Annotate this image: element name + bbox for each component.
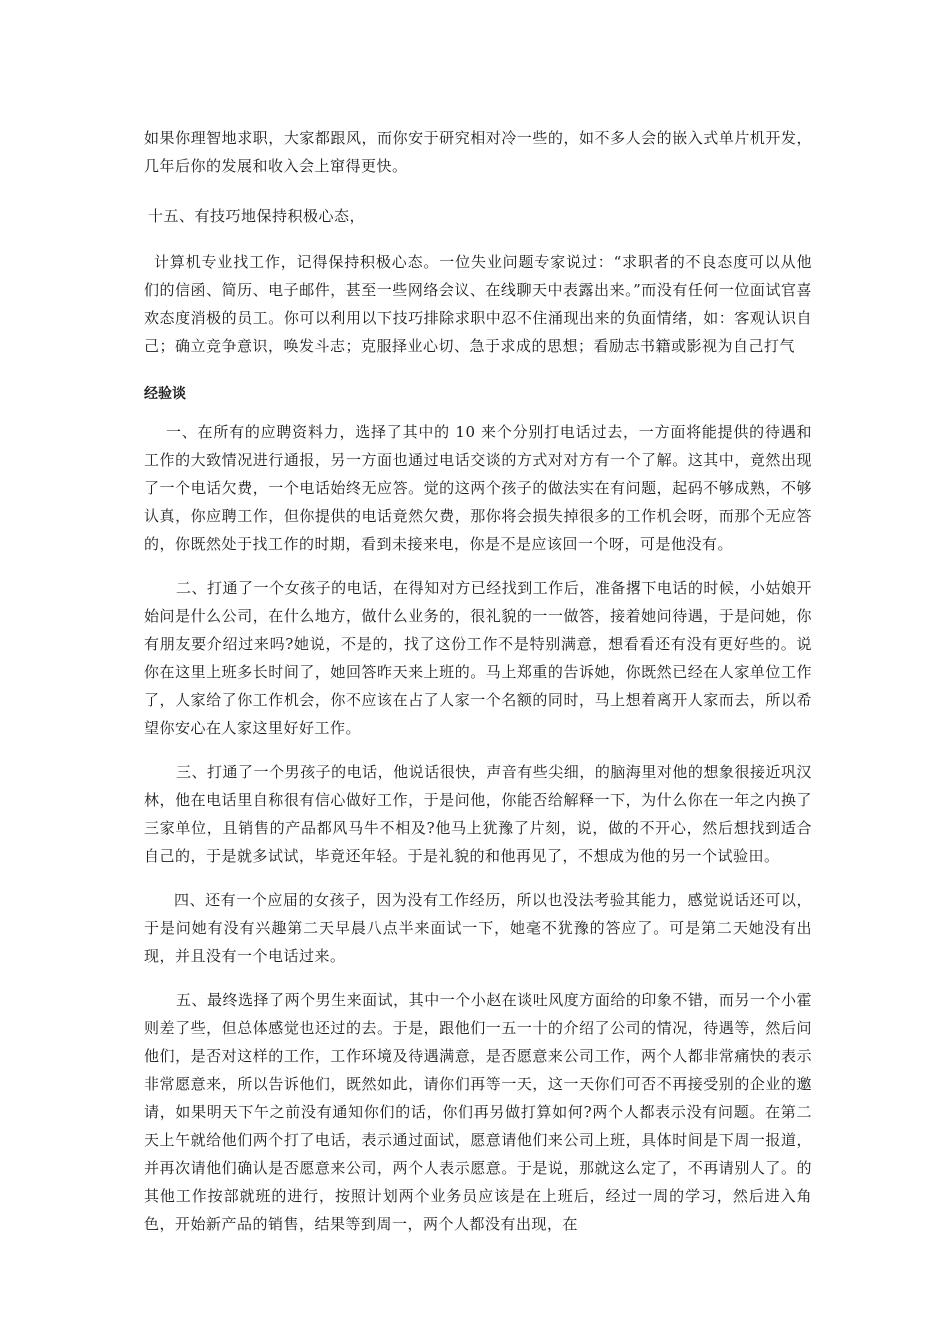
document-page	[144, 118, 812, 1238]
intro-paragraph: 如果你理智地求职，大家都跟风，而你安于研究相对冷一些的，如不多人会的嵌入式单片机开发，几年后你的发展和收入会上窜得更快。	[144, 129, 812, 175]
experience-item-1: 一、在所有的应聘资料力，选择了其中的 10 来个分别打电话过去，一方面将能提供的待遇和工作的大致情况进行通报，另一方面也通过电话交谈的方式对对方有一个了解。这其中，竟然出现了一个电话欠费，一个电话始终无应答。觉的这两个孩子的做法实在有问题，起码不够成熟，不够认真，你应聘工作，但你提供的电话竟然欠费，那你将会损失掉很多的工作机会呀，而那个无应答的，你既然处于找工作的时期，看到未接来电，你是不是应该回一个呀，可是他没有。	[144, 423, 812, 553]
section-title: 十五、有技巧地保持积极心态，	[148, 207, 366, 225]
experience-item-2: 二、打通了一个女孩子的电话，在得知对方已经找到工作后，准备撂下电话的时候，小姑娘开始问是什么公司，在什么地方，做什么业务的，很礼貌的一一做答，接着她问待遇，于是问她，你有朋友要介绍过来吗?她说，不是的，找了这份工作不是特别满意，想看看还有没有更好些的。说你在这里上班多长时间了，她回答昨天来上班的。马上郑重的告诉她，你既然已经在人家单位工作了，人家给了你工作机会，你不应该在占了人家一个名额的同时，马上想着离开人家而去，所以希望你安心在人家这里好好工作。	[144, 579, 812, 737]
experience-item-5: 五、最终选择了两个男生来面试，其中一个小赵在谈吐风度方面给的印象不错，而另一个小霍则差了些，但总体感觉也还过的去。于是，跟他们一五一十的介绍了公司的情况，待遇等，然后问他们，是否对这样的工作，工作环境及待遇满意，是否愿意来公司工作，两个人都非常痛快的表示非常愿意来，所以告诉他们，既然如此，请你们再等一天，这一天你们可否不再接受别的企业的邀请，如果明天下午之前没有通知你们的话，你们再另做打算如何?两个人都表示没有问题。在第二天上午就给他们两个打了电话，表示通过面试，愿意请他们来公司上班，具体时间是下周一报道，并再次请他们确认是否愿意来公司，两个人表示愿意。于是说，那就这么定了，不再请别人了。的其他工作按部就班的进行，按照计划两个业务员应该是在上班后，经过一周的学习，然后进入角色，开始新产品的销售，结果等到周一，两个人都没有出现，在	[144, 991, 812, 1233]
attitude-paragraph: 计算机专业找工作，记得保持积极心态。一位失业问题专家说过：“求职者的不良态度可以从他们的信函、简历、电子邮件，甚至一些网络会议、在线聊天中表露出来。”而没有任何一位面试官喜欢态度消极的员工。你可以利用以下技巧排除求职中忍不住涌现出来的负面情绪，如：客观认识自己；确立竞争意识，唤发斗志；克服择业心切、急于求成的思想；看励志书籍或影视为自己打气	[144, 253, 812, 355]
experience-item-4: 四、还有一个应届的女孩子，因为没有工作经历，所以也没法考验其能力，感觉说话还可以，于是问她有没有兴趣第二天早晨八点半来面试一下，她毫不犹豫的答应了。可是第二天她没有出现，并且没有一个电话过来。	[144, 891, 812, 965]
experience-item-3: 三、打通了一个男孩子的电话，他说话很快，声音有些尖细，的脑海里对他的想象很接近巩汉林，他在电话里自称很有信心做好工作，于是问他，你能否给解释一下，为什么你在一年之内换了三家单位，且销售的产品都风马牛不相及?他马上犹豫了片刻，说，做的不开心，然后想找到适合自己的，于是就多试试，毕竟还年轻。于是礼貌的和他再见了，不想成为他的另一个试验田。	[144, 763, 812, 865]
experience-heading: 经验谈	[144, 386, 186, 402]
